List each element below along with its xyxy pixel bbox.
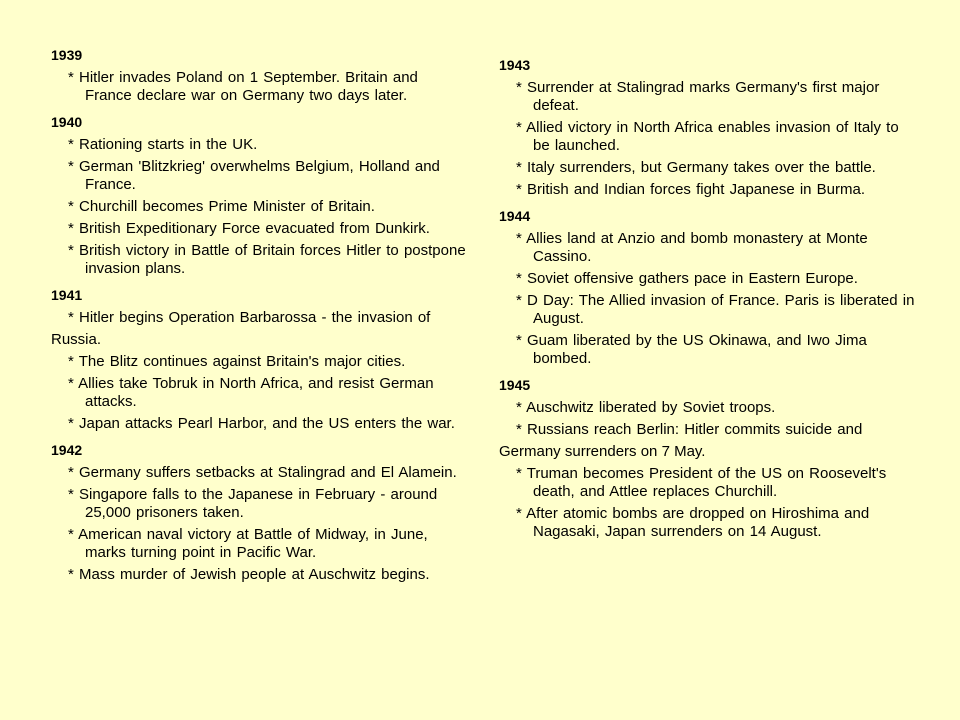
timeline-entry: * Allies take Tobruk in North Africa, and resist German attacks. <box>68 375 434 410</box>
timeline-entry: * Singapore falls to the Japanese in February - around 25,000 prisoners taken. <box>68 486 438 521</box>
timeline-entry: * Surrender at Stalingrad marks Germany's first major defeat. <box>516 79 880 114</box>
timeline-entry: * Hitler invades Poland on 1 September. Britain and France declare war on Germany two days later. <box>68 69 418 104</box>
timeline-right-column <box>499 56 919 545</box>
year-heading-1941: 1941 <box>51 287 83 303</box>
timeline-entry: * British Expeditionary Force evacuated from Dunkirk. <box>68 220 430 237</box>
year-heading-1940: 1940 <box>51 114 83 130</box>
timeline-entry: * Mass murder of Jewish people at Auschwitz begins. <box>68 566 430 583</box>
timeline-entry: * After atomic bombs are dropped on Hiroshima and Nagasaki, Japan surrenders on 14 August. <box>516 505 870 540</box>
timeline-entry: * Rationing starts in the UK. <box>68 136 258 153</box>
timeline-entry: * British victory in Battle of Britain forces Hitler to postpone invasion plans. <box>68 242 466 277</box>
timeline-entry: * The Blitz continues against Britain's major cities. <box>68 353 406 370</box>
timeline-entry: * Truman becomes President of the US on Roosevelt's death, and Attlee replaces Churchill. <box>516 465 887 500</box>
timeline-entry: * Churchill becomes Prime Minister of Britain. <box>68 198 375 215</box>
timeline-entry: * Auschwitz liberated by Soviet troops. <box>516 399 776 416</box>
year-heading-1939: 1939 <box>51 47 83 63</box>
timeline-left-column <box>51 46 466 588</box>
timeline-entry-continuation: Germany surrenders on 7 May. <box>499 443 706 460</box>
year-heading-1945: 1945 <box>499 377 531 393</box>
year-heading-1943: 1943 <box>499 57 531 73</box>
timeline-entry: * Russians reach Berlin: Hitler commits suicide and <box>516 421 863 438</box>
timeline-entry: * D Day: The Allied invasion of France. Paris is liberated in August. <box>516 292 915 327</box>
timeline-entry: * Guam liberated by the US Okinawa, and Iwo Jima bombed. <box>516 332 867 367</box>
timeline-entry: * Germany suffers setbacks at Stalingrad and El Alamein. <box>68 464 457 481</box>
year-heading-1942: 1942 <box>51 442 83 458</box>
timeline-entry-continuation: Russia. <box>51 331 102 348</box>
timeline-entry: * Allies land at Anzio and bomb monastery at Monte Cassino. <box>516 230 868 265</box>
timeline-entry: * Allied victory in North Africa enables invasion of Italy to be launched. <box>516 119 899 154</box>
timeline-entry: * British and Indian forces fight Japanese in Burma. <box>516 181 866 198</box>
timeline-entry: * Hitler begins Operation Barbarossa - the invasion of <box>68 309 431 326</box>
timeline-entry: * German 'Blitzkrieg' overwhelms Belgium, Holland and France. <box>68 158 440 193</box>
timeline-entry: * American naval victory at Battle of Midway, in June, marks turning point in Pacific War. <box>68 526 428 561</box>
timeline-entry: * Italy surrenders, but Germany takes over the battle. <box>516 159 876 176</box>
timeline-entry: * Japan attacks Pearl Harbor, and the US enters the war. <box>68 415 455 432</box>
year-heading-1944: 1944 <box>499 208 531 224</box>
timeline-entry: * Soviet offensive gathers pace in Eastern Europe. <box>516 270 858 287</box>
